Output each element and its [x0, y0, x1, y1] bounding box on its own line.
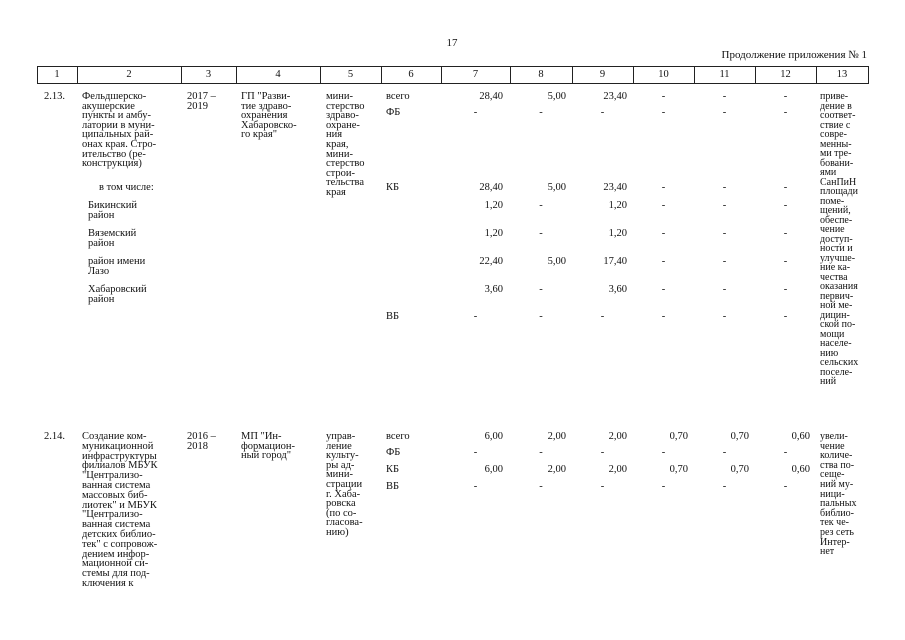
value-cell: -	[539, 447, 543, 458]
district-name: Хабаровский район	[88, 284, 147, 305]
value-cell: -	[661, 107, 666, 118]
value-cell: -	[539, 481, 543, 492]
value-cell: 0,70	[669, 431, 688, 442]
header-bottom-rule	[37, 83, 869, 84]
value-cell: -	[539, 228, 543, 239]
value-cell: -	[783, 228, 788, 239]
source-label: КБ	[386, 182, 400, 193]
value-cell: 5,00	[547, 256, 566, 267]
row-name: Фельдшерско- акушерские пункты и амбу- латории в муни- ципальных рай- онах края. Стро- ительство (ре- конструкция)	[82, 91, 157, 170]
source-label: КБ	[386, 464, 400, 475]
column-header: 11	[719, 69, 730, 80]
value-cell: -	[722, 91, 727, 102]
value-cell: -	[539, 200, 543, 211]
value-cell: -	[600, 447, 605, 458]
value-cell: 1,20	[608, 200, 627, 211]
value-cell: 5,00	[547, 182, 566, 193]
value-cell: -	[473, 481, 478, 492]
program: ГП "Разви- тие здраво- охранения Хабаровско- го края"	[241, 91, 297, 141]
value-cell: -	[600, 481, 605, 492]
column-header: 8	[538, 69, 544, 80]
column-header: 12	[780, 69, 791, 80]
value-cell: -	[783, 91, 788, 102]
value-cell: 0,60	[791, 431, 810, 442]
value-cell: -	[473, 311, 478, 322]
value-cell: -	[661, 284, 666, 295]
value-cell: -	[722, 447, 727, 458]
value-cell: -	[473, 447, 478, 458]
value-cell: 5,00	[547, 91, 566, 102]
value-cell: -	[783, 481, 788, 492]
value-cell: 17,40	[603, 256, 627, 267]
value-cell: -	[661, 311, 666, 322]
value-cell: -	[661, 91, 666, 102]
value-cell: -	[661, 228, 666, 239]
source-label: ФБ	[386, 447, 401, 458]
result-text: приве- дение в соответ- ствие с совре- менны- ми тре- бовани- ями СанПиН площади поме- щений, обеспе- чение доступ- ности и улучше- ние ка- чества оказания первич- ной ме- дицин- ской по- мощи населе- нию сельских поселе- ний	[820, 91, 859, 387]
value-cell: -	[783, 284, 788, 295]
value-cell: -	[783, 256, 788, 267]
value-cell: 3,60	[608, 284, 627, 295]
value-cell: -	[722, 481, 727, 492]
value-cell: 28,40	[479, 182, 503, 193]
source-label: ВБ	[386, 311, 400, 322]
column-header: 10	[658, 69, 669, 80]
value-cell: -	[722, 182, 727, 193]
value-cell: -	[722, 228, 727, 239]
column-header: 7	[472, 69, 479, 80]
value-cell: -	[722, 311, 727, 322]
value-cell: -	[539, 284, 543, 295]
value-cell: -	[539, 107, 543, 118]
value-cell: 23,40	[603, 91, 627, 102]
district-name: район имени Лазо	[88, 256, 146, 277]
column-header: 1	[54, 69, 60, 80]
header-divider	[868, 66, 869, 84]
column-header: 3	[205, 69, 212, 80]
value-cell: -	[661, 481, 666, 492]
page-number: 17	[446, 37, 458, 49]
value-cell: 0,60	[791, 464, 810, 475]
value-cell: 22,40	[479, 256, 503, 267]
value-cell: 1,20	[484, 200, 503, 211]
source-label: ВБ	[386, 481, 400, 492]
value-cell: -	[783, 200, 788, 211]
value-cell: 28,40	[479, 91, 503, 102]
column-header: 4	[275, 69, 281, 80]
value-cell: -	[722, 284, 727, 295]
value-cell: -	[722, 200, 727, 211]
value-cell: -	[661, 447, 666, 458]
value-cell: 2,00	[547, 464, 566, 475]
district-name: Вяземский район	[88, 228, 137, 249]
value-cell: 1,20	[484, 228, 503, 239]
value-cell: -	[661, 200, 666, 211]
years: 2016 – 2018	[187, 431, 216, 452]
row-number: 2.13.	[44, 91, 65, 102]
value-cell: 2,00	[547, 431, 566, 442]
value-cell: 23,40	[603, 182, 627, 193]
value-cell: 0,70	[730, 431, 749, 442]
header-top-rule	[37, 66, 869, 67]
row-name: Создание ком- муникационной инфраструктуры филиалов МБУК "Централизо- ванная система массовых биб- лиотек" и МБУК "Централизо- ванная система детских библио- тек" с сопровож- дением инфор- мационной си- стемы для под- ключения к	[82, 431, 158, 589]
value-cell: -	[783, 311, 788, 322]
source-label: всего	[386, 91, 410, 102]
value-cell: -	[783, 182, 788, 193]
value-cell: 1,20	[608, 228, 627, 239]
value-cell: -	[600, 107, 605, 118]
result-text: увели- чение количе- ства по- сеще- ний му- ници- пальных библио- тек че- рез сеть Интер- нет	[820, 431, 857, 558]
value-cell: 2,00	[608, 464, 627, 475]
value-cell: -	[539, 311, 543, 322]
column-header: 13	[836, 69, 848, 80]
continuation-caption: Продолжение приложения № 1	[721, 49, 867, 61]
row-number: 2.14.	[44, 431, 65, 442]
program: МП "Ин- формацион- ный город"	[241, 431, 295, 462]
column-header: 9	[599, 69, 606, 80]
executor: управ- ление культу- ры ад- мини- страции г. Хаба- ровска (по со- гласова- нию)	[326, 431, 363, 538]
value-cell: 2,00	[608, 431, 627, 442]
district-name: Бикинский район	[88, 200, 137, 221]
years: 2017 – 2019	[187, 91, 216, 112]
value-cell: -	[722, 256, 727, 267]
value-cell: 3,60	[484, 284, 503, 295]
value-cell: 0,70	[669, 464, 688, 475]
value-cell: -	[722, 107, 727, 118]
column-header: 6	[408, 69, 414, 80]
sub-heading: в том числе:	[99, 182, 154, 193]
value-cell: -	[661, 256, 666, 267]
source-label: всего	[386, 431, 410, 442]
value-cell: -	[783, 447, 788, 458]
value-cell: 0,70	[730, 464, 749, 475]
value-cell: -	[661, 182, 666, 193]
value-cell: -	[473, 107, 478, 118]
source-label: ФБ	[386, 107, 401, 118]
column-header: 2	[126, 69, 132, 80]
value-cell: 6,00	[484, 464, 503, 475]
executor: мини- стерство здраво- охране- ния края, мини- стерство строи- тельства края	[326, 91, 365, 198]
value-cell: -	[600, 311, 605, 322]
column-header: 5	[347, 69, 354, 80]
value-cell: -	[783, 107, 788, 118]
value-cell: 6,00	[484, 431, 503, 442]
